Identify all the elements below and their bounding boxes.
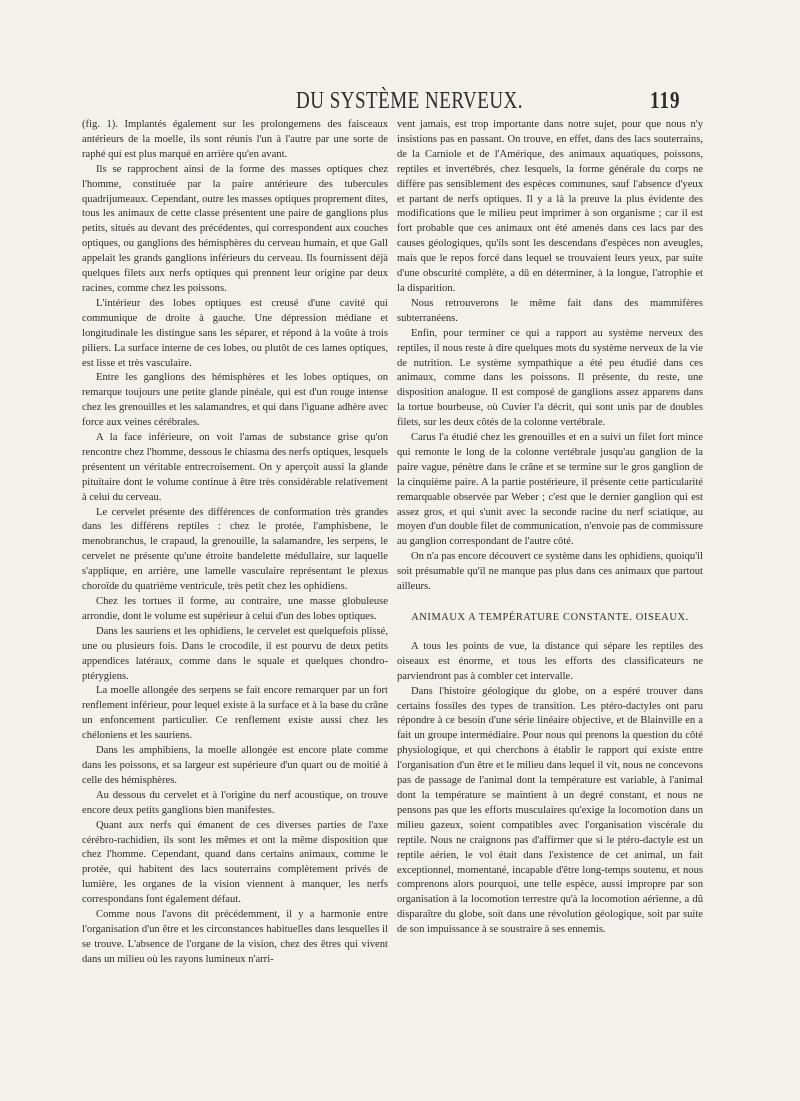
- page-number: 119: [650, 88, 681, 115]
- paragraph: (fig. 1). Implantés également sur les prolongemens des faisceaux antérieurs de la moelle, ils sont réunis l'un à l'autre par une sorte de raphé qui est plus marqué en arrière qu'en avant.: [82, 119, 388, 160]
- left-column: [82, 118, 388, 968]
- running-title: DU SYSTÈME NERVEUX.: [296, 88, 524, 115]
- paragraph: Carus l'a étudié chez les grenouilles et en a suivi un filet fort mince qui remonte le long de la colonne vertébrale jusqu'au ganglion de la paire vague, pénètre dans le crâne et se termine sur le gros ganglion de la cinquième paire. A la partie postérieure, il présente cette particularité remarquable observée par Weber ; c'est que le dernier ganglion qui est assez gros, et qui s'unit avec la seconde racine du nerf sciatique, au moyen d'un double filet de communication, n'envoie pas de commissure au ganglion correspondant de l'autre côté.: [397, 432, 703, 548]
- paragraph: A tous les points de vue, la distance qui sépare les reptiles des oiseaux est énorme, et tous les efforts des classificateurs ne parviendront pas à combler cet intervalle.: [397, 640, 703, 682]
- paragraph: Ils se rapprochent ainsi de la forme des masses optiques chez l'homme, constituée par la paire antérieure des tubercules quadrijumeaux. Cependant, outre les masses optiques proprement dites, tous les animaux de cette classe présentent une paire de ganglions plus petits, situés au devant des précédentes, qui correspondent aux couches optiques, ou ganglions des hémisphères du cerveau humain, et que Gall appelait les grands ganglions inférieurs du cerveau. Ils fournissent déjà quelques filets aux nerfs optiques qui prennent leur origine par deux racines, comme chez les poissons.: [82, 163, 388, 294]
- section-heading: ANIMAUX A TEMPÉRATURE CONSTANTE. OISEAUX.: [411, 612, 689, 623]
- paragraph: Enfin, pour terminer ce qui a rapport au système nerveux des reptiles, il nous reste à dire quelques mots du système nerveux de la vie de nutrition. Le système sympathique a été peu étudié dans ces animaux, comme dans les poissons. Il présente, du reste, une disposition analogue. Il est composé de ganglions assez apparens dans la tortue bourbeuse, où Cuvier l'a décrit, qui sont unis par de doubles filets, sur les deux côtés de la colonne vertébrale.: [397, 327, 703, 429]
- running-head: [0, 88, 800, 116]
- paragraph: Entre les ganglions des hémisphères et les lobes optiques, on remarque toujours une petite glande pinéale, qui est d'un rouge intense chez les grenouilles et les salamandres, et qui dans l'iguane adhère avec force aux veines cérébrales.: [82, 372, 388, 429]
- paragraph: Dans les amphibiens, la moelle allongée est encore plate comme dans les poissons, et sa largeur est supérieure d'un quart ou de moitié à celle des hémisphères.: [82, 745, 388, 786]
- paragraph: Nous retrouverons le même fait dans des mammifères subterranéens.: [397, 297, 703, 324]
- paragraph: On n'a pas encore découvert ce système dans les ophidiens, quoiqu'il soit présumable qu'il ne manque pas plus dans ces animaux que partout ailleurs.: [397, 551, 703, 593]
- paragraph: Le cervelet présente des différences de conformation très grandes dans les différens reptiles : chez le protée, l'amphisbene, le menobranchus, le crapaud, la grenouille, la salamandre, les serpens, le cervelet ne présente qu'une étroite bandelette médullaire, sur laquelle s'applique, en arrière, une lamelle vasculaire représentant le plexus choroïde du quatrième ventricule, très petit chez les ophidiens.: [82, 506, 388, 593]
- paragraph: Chez les tortues il forme, au contraire, une masse globuleuse arrondie, dont le volume est supérieur à celui d'un des lobes optiques.: [82, 596, 388, 622]
- paragraph: La moelle allongée des serpens se fait encore remarquer par un fort renflement inférieur, pour lequel existe à la surface et à la base du crâne un enfoncement particulier. Ce renflement existe aussi chez les chéloniens et les sauriens.: [82, 685, 388, 742]
- right-column: [397, 118, 703, 938]
- paragraph: A la face inférieure, on voit l'amas de substance grise qu'on rencontre chez l'homme, dessous le chiasma des nerfs optiques, lesquels présentent un véritable entrecroisement. On y aperçoit aussi la glande pituitaire dont le volume continue à être très considérable relativement à celui du cerveau.: [82, 432, 388, 503]
- paragraph: Dans l'histoire géologique du globe, on a espéré trouver dans certains fossiles des types de transition. Les ptéro-dactyles ont paru répondre à ce besoin d'une série linéaire objective, et de Blainville en a fait un groupe intermédiaire. Pour nous qui prenons la question du côté physiologique, et qui cherchons à établir le rapport qui existe entre l'organisation d'un être et le milieu dans lequel il vit, nous ne concevons pas de passage de l'animal dont la température est variable, à l'animal dont la température se maintient à un degré constant, et nous ne pensons pas que les efforts musculaires qu'exige la locomotion dans un milieu gazeux, soient compatibles avec l'organisation viscérale du reptile. Nous ne craignons pas d'affirmer que si le ptéro-dactyle est un reptile aérien, le vol était dans l'existence de cet animal, un fait exceptionnel, momentané, incapable d'être long-temps soutenu, et nous comprenons alors pourquoi, une telle espèce, aussi impropre par son organisation à la locomotion terrestre qu'à la locomotion aérienne, a dû disparaître du globe, soit dans une révolution géologique, soit par suite de son impuissance à se soustraire à ses ennemis.: [397, 685, 703, 936]
- paragraph: Quant aux nerfs qui émanent de ces diverses parties de l'axe cérébro-rachidien, ils sont les mêmes et ont la même disposition que chez l'homme. Cependant, quand dans certains animaux, comme le protée, qui habitent des lacs souterrains complètement privés de lumière, les organes de la vision viennent à manquer, les nerfs correspondans font également défaut.: [82, 819, 388, 906]
- paragraph: Dans les sauriens et les ophidiens, le cervelet est quelquefois plissé, une ou plusieurs fois. Dans le crocodile, il est pourvu de deux petits appendices latéraux, comme dans le squale et quelques chondro-ptérygiens.: [82, 625, 388, 682]
- paragraph: Comme nous l'avons dit précédemment, il y a harmonie entre l'organisation d'un être et les circonstances habituelles dans lesquelles il se trouve. L'absence de l'organe de la vision, chez des êtres qui vivent dans un milieu où les rayons lumineux n'arri-: [82, 909, 388, 965]
- paragraph: Au dessous du cervelet et à l'origine du nerf acoustique, on trouve encore deux petits ganglions bien manifestes.: [82, 789, 388, 816]
- paragraph: vent jamais, est trop importante dans notre sujet, pour que nous n'y insistions pas en passant. On trouve, en effet, dans des lacs souterrains, de la Carniole et de l'Amérique, des animaux aquatiques, poissons, reptiles et invertébrés, chez lesquels, la forme générale du corps ne diffère pas sensiblement des espèces communes, sauf l'absence d'yeux et partant de nerfs optiques. Il y a là la preuve la plus évidente des modifications que le milieu peut imprimer à son organisme ; car il est fort probable que ces animaux ont été amenés dans ces lacs par des causes géologiques, qu'ils sont les descendans d'espèces non aveugles, mais que le repos forcé dans lequel se trouvaient leurs yeux, par suite d'une obscurité complète, a dû en déterminer, à la longue, l'atrophie et la disparition.: [397, 119, 703, 294]
- paragraph: L'intérieur des lobes optiques est creusé d'une cavité qui communique de droite à gauche. Une dépression médiane et longitudinale les distingue sans les séparer, et répond à la voûte à trois piliers. La surface interne de ces lobes, ou plutôt de ces lames optiques, est lisse et très vasculaire.: [82, 297, 388, 369]
